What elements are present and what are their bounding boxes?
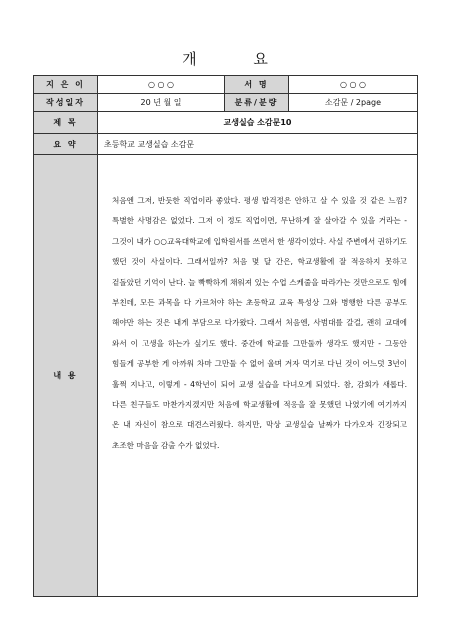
summary-label: 요 약 [34, 134, 98, 155]
page-title: 개 요 [182, 50, 294, 68]
content-label: 내 용 [34, 155, 98, 597]
content-cell [98, 155, 418, 597]
author-value: ○ ○ ○ [98, 76, 225, 94]
date-label: 작성일자 [34, 94, 98, 112]
subject-value: 교생실습 소감문10 [98, 112, 418, 134]
category-label: 분류/분량 [225, 94, 289, 112]
content-text: 처음엔 그저, 반듯한 직업이라 좋았다. 평생 밥걱정은 안하고 살 수 있을 것 같은 느낌? 특별한 사명감은 없었다. 그저 이 정도 직업이면, 무난하게 잘 살아갈 수 있을 거라는 - 그것이 내가 ○○교육대학교에 입학원서를 쓰면서 한 생각이었다. 사실 주변에서 권하기도 했던 것이 사실이다. 그래서일까? 처음 몇 달 간은, 학교생활에 잘 적응하지 못하고 겉돌았던 기억이 난다. 늘 빡빡하게 채워져 있는 수업 스케줄을 따라가는 것만으로도 힘에 부친데, 모든 과목을 다 가르쳐야 하는 초등학교 교육 특성상 그와 병행한 다른 공부도 해야만 하는 것은 내게 부담으로 다가왔다. 그래서 처음엔, 사범대를 갈걸, 괜히 교대에 와서 이 고생을 하는가 싶기도 했다. 중간에 학교를 그만둘까 생각도 했지만 - 그동안 힘들게 공부한 게 아까워 차마 그만둘 수 없어 울며 겨자 먹기로 다닌 것이 어느덧 3년이 훌쩍 지나고, 이렇게 - 4학년이 되어 교생 실습을 다녀오게 되었다. 참, 감회가 새롭다. 다른 친구들도 마찬가지겠지만 처음에 학교생활에 적응을 잘 못했던 나였기에 여기까지 온 내 자신이 참으로 대견스러웠다. 하지만, 막상 교생실습 날짜가 다가오자 긴장되고 초조한 마음을 감출 수가 없었다. [112, 196, 407, 450]
date-value: 20 년 월 일 [98, 94, 225, 112]
summary-value: 초등학교 교생실습 소감문 [98, 134, 418, 155]
book-title-value: ○ ○ ○ [289, 76, 418, 94]
book-title-label: 서 명 [225, 76, 289, 94]
author-label: 지 은 이 [34, 76, 98, 94]
subject-label: 제 목 [34, 112, 98, 134]
overview-form [33, 75, 418, 597]
category-value: 소감문 / 2page [289, 94, 418, 112]
